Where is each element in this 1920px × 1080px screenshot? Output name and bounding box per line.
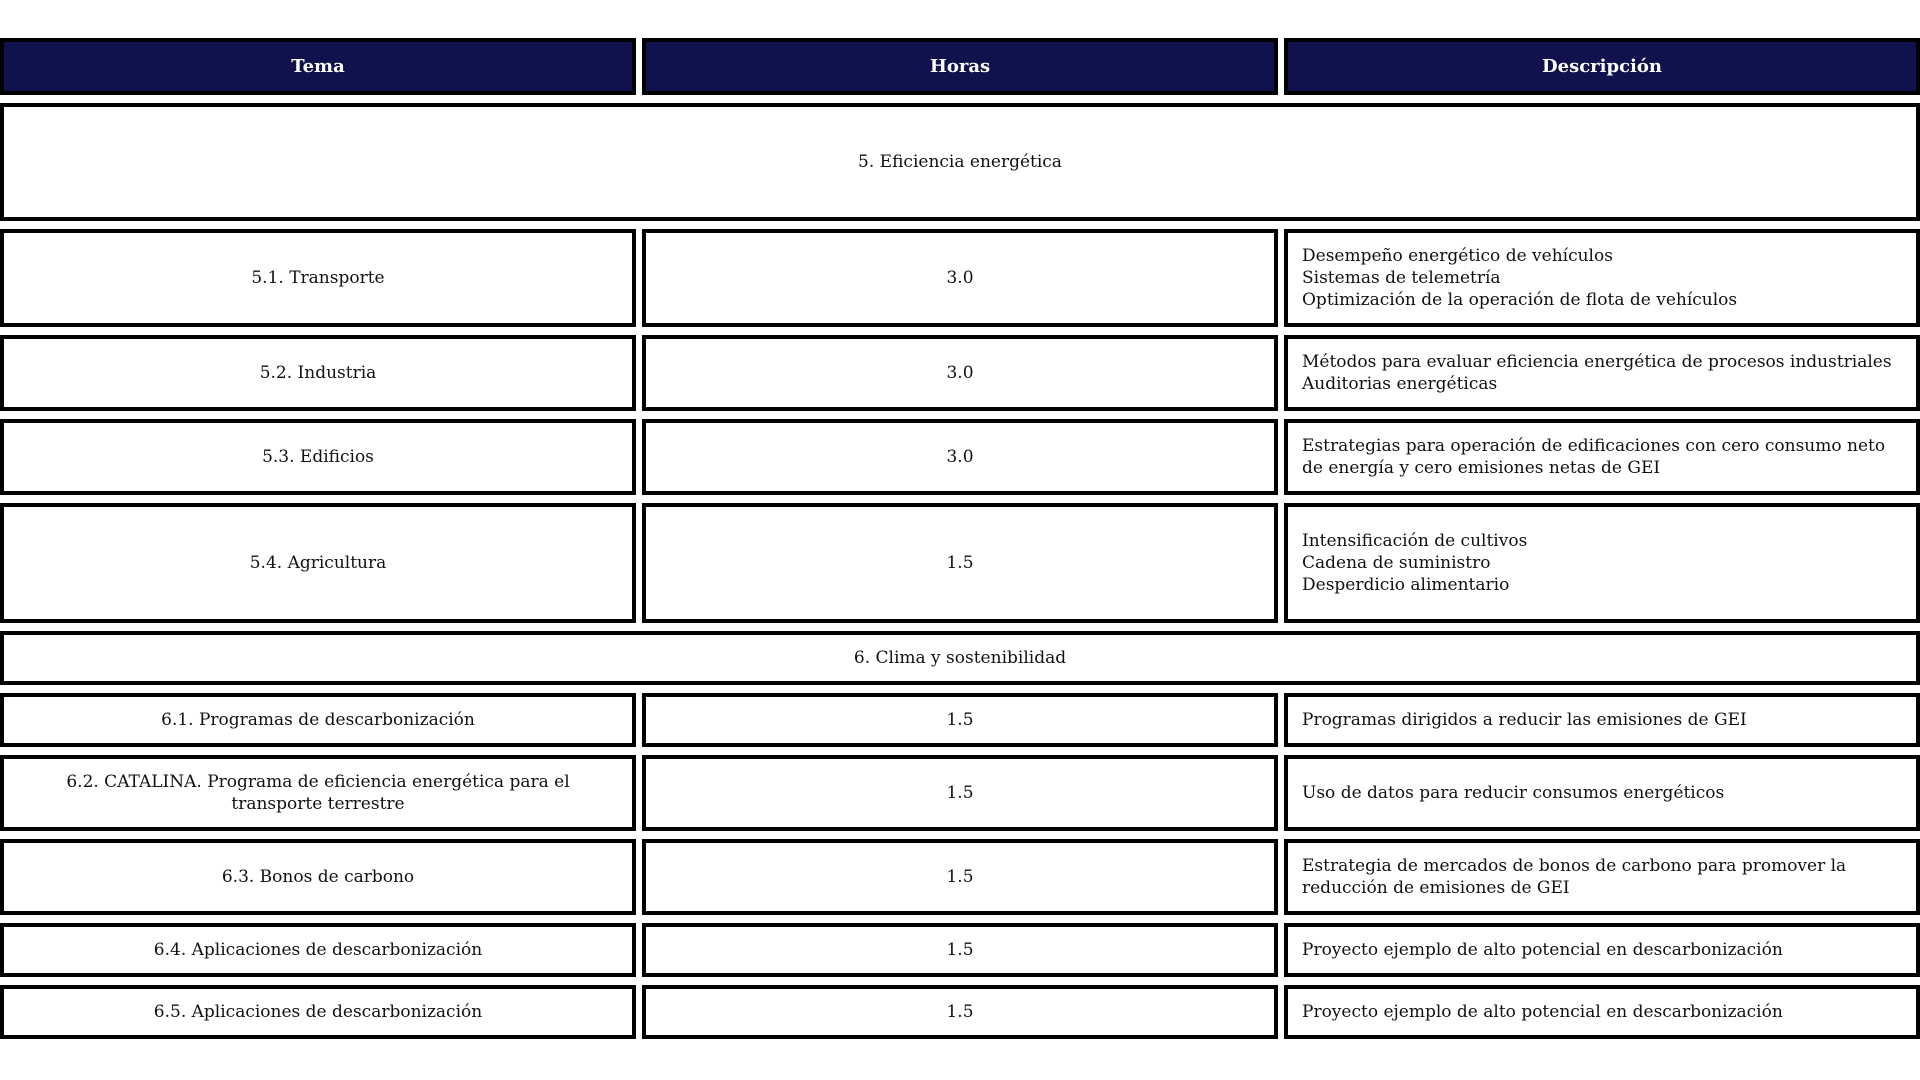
description-line: Sistemas de telemetría [1302,268,1501,288]
description-line: Proyecto ejemplo de alto potencial en descarbonización [1302,1002,1783,1022]
row-descripcion [1284,419,1920,495]
row-tema: 6.2. CATALINA. Programa de eficiencia energética para el transporte terrestre [0,755,636,831]
description-line: Desempeño energético de vehículos [1302,246,1613,266]
row-horas: 1.5 [642,923,1278,977]
row-descripcion [1284,985,1920,1039]
row-tema: 6.3. Bonos de carbono [0,839,636,915]
description-line: Optimización de la operación de flota de vehículos [1302,290,1738,310]
row-horas: 1.5 [642,755,1278,831]
row-horas: 1.5 [642,693,1278,747]
description-line: Auditorias energéticas [1302,374,1498,394]
row-descripcion [1284,923,1920,977]
row-tema: 5.1. Transporte [0,229,636,327]
row-descripcion [1284,335,1920,411]
row-horas: 3.0 [642,229,1278,327]
header-tema: Tema [0,38,636,95]
row-horas: 3.0 [642,335,1278,411]
header-horas: Horas [642,38,1278,95]
description-line: Estrategia de mercados de bonos de carbono para promover la reducción de emisiones de GEI [1302,856,1847,898]
description-line: Cadena de suministro [1302,553,1491,573]
row-tema: 5.3. Edificios [0,419,636,495]
description-line: Métodos para evaluar eficiencia energética de procesos industriales [1302,352,1892,372]
header-descripcion: Descripción [1284,38,1920,95]
row-horas: 3.0 [642,419,1278,495]
row-tema: 6.1. Programas de descarbonización [0,693,636,747]
row-tema: 5.4. Agricultura [0,503,636,623]
row-descripcion [1284,503,1920,623]
row-descripcion [1284,229,1920,327]
description-line: Intensificación de cultivos [1302,531,1528,551]
row-horas: 1.5 [642,839,1278,915]
row-tema: 5.2. Industria [0,335,636,411]
topics-table [0,38,1920,1039]
row-descripcion [1284,755,1920,831]
description-line: Uso de datos para reducir consumos energéticos [1302,783,1725,803]
description-line: Estrategias para operación de edificaciones con cero consumo neto de energía y cero emisiones netas de GEI [1302,436,1886,478]
row-tema: 6.5. Aplicaciones de descarbonización [0,985,636,1039]
section-row: 6. Clima y sostenibilidad [0,631,1920,685]
row-descripcion [1284,693,1920,747]
row-horas: 1.5 [642,503,1278,623]
description-line: Programas dirigidos a reducir las emisiones de GEI [1302,710,1747,730]
description-line: Proyecto ejemplo de alto potencial en descarbonización [1302,940,1783,960]
row-horas: 1.5 [642,985,1278,1039]
row-tema: 6.4. Aplicaciones de descarbonización [0,923,636,977]
description-line: Desperdicio alimentario [1302,575,1510,595]
section-row: 5. Eficiencia energética [0,103,1920,221]
row-descripcion [1284,839,1920,915]
